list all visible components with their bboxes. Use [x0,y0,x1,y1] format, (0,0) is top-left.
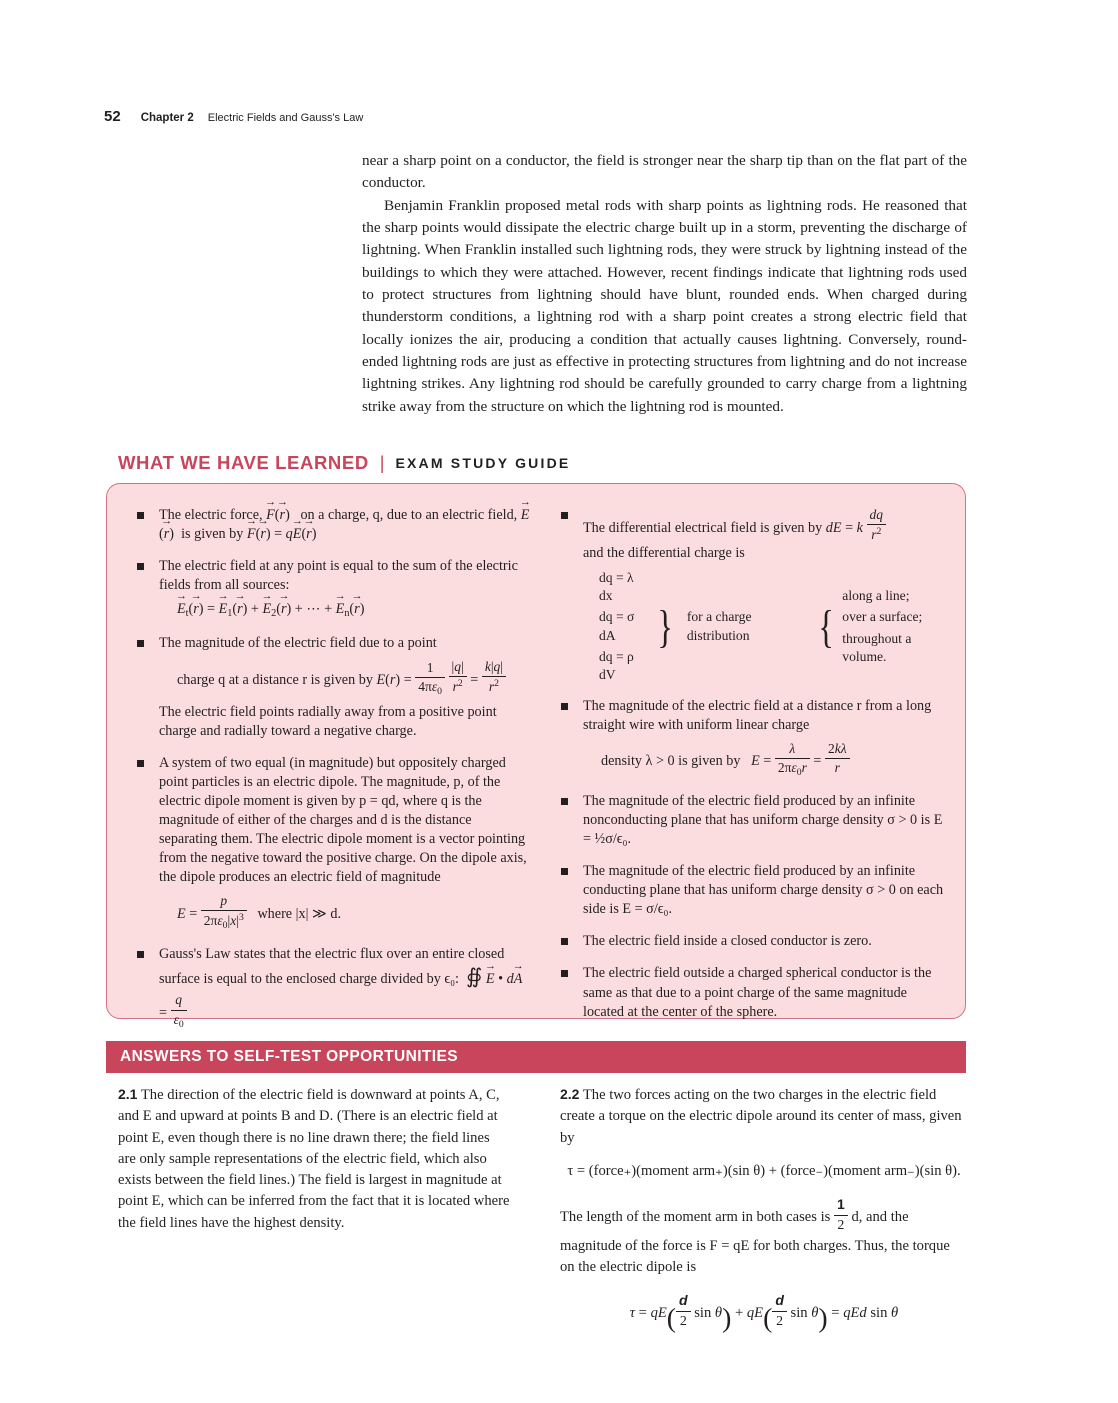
study-item-text2: and the differential charge is [583,544,745,561]
study-item-text: The electric force, [159,507,263,523]
study-item-text: The magnitude of the electric field at a distance r from a long straight wire with uniform linear charge [583,698,932,734]
study-item-dipole [131,754,531,932]
answer-text-2a: The length of the moment arm in both cases is [560,1209,831,1226]
wwhl-title: WHAT WE HAVE LEARNED [118,452,369,473]
answer-number: 2.1 [118,1086,138,1102]
study-item-text: The magnitude of the electric field produced by an infinite conducting plane that has uniform charge density σ > 0 on each side is E = σ/ϵ₀. [583,863,944,918]
answer-text: The two forces acting on the two charges in the electric field create a torque on the electric dipole around its center of mass, given by [560,1087,962,1146]
equation-line-charge: density λ > 0 is given by E = $\frac{\lambda}{2\pi\varepsilon_0r}$ = $\frac{2k\lambda}{r}$ [601,740,947,779]
distribution-descriptions [842,587,947,666]
right-brace-icon: { [818,600,834,652]
distribution-line: throughout a volume. [842,630,912,664]
study-item-spherical-conductor [555,964,947,1021]
study-item-point-charge [131,634,531,741]
study-item-text: The magnitude of the electric field due to a point [159,634,437,651]
bullet-icon [561,512,568,519]
study-item-gauss-law [131,945,531,1031]
page-number: 52 [104,108,121,125]
exam-study-guide-box [106,483,966,1030]
study-item-line-charge [555,697,947,779]
answer-text: The direction of the electric field is downward at points A, C, and E and upward at points B and D. (There is an electric field at point E, even though there is no line drawn there; the field lines are only sample representations of the electric field, which also exists between the field lines.) The field is largest in magnitude at point E, which can be inferred from the fact that it is located where the field lines have the highest density. [118,1087,510,1231]
bullet-icon [137,951,144,958]
bullet-icon [561,938,568,945]
answer-text-2b: d, and the magnitude of the force is F = qE for both charges. Thus, the torque on the electric dipole is [560,1209,950,1276]
dq-expressions [599,569,649,684]
left-brace-icon: } [657,600,673,652]
intro-paragraph-1: near a sharp point on a conductor, the field is stronger near the sharp tip than on the flat part of the conductor. [362,152,967,192]
answers-bar-title: ANSWERS TO SELF-TEST OPPORTUNITIES [120,1048,458,1065]
study-item-text-mid: on a charge, q, due to an electric field, [300,507,518,523]
study-item-text: The electric field inside a closed conductor is zero. [583,933,872,950]
answer-number: 2.2 [560,1086,580,1102]
study-item-text: A system of two equal (in magnitude) but oppositely charged point particles is an electric dipole. The magnitude, p, of the electric dipole moment is given by p = qd, where q is the magnitude of either of the charges and d is the distance separating them. The electric dipole moment is a vector pointing from the negative toward the positive charge. On the dipole axis, the dipole produces an electric field of magnitude [159,754,527,885]
study-item-text2: charge q at a distance r is given by [177,671,373,688]
study-item-text: The electric field outside a charged spherical conductor is the same as that due to a point charge of the same magnitude located at the center of the sphere. [583,965,932,1020]
study-item-superposition [131,557,531,621]
equation-dipole-field: E = $\frac{p}{2\pi\varepsilon_0|x|^3}$ where |x| ≫ d. [177,893,342,931]
study-item-differential-field: The differential electrical field is given by dE = k $\frac{dq}{r^2}$ and the differential charge is dq = λ dx dq = σ dA dq = ρ dV } for a charge distribution { along a line; over a surface; throughout a volume. [555,506,947,684]
distribution-line: along a line; [842,588,910,604]
study-guide-left-column [131,506,531,1043]
intro-paragraph-2: Benjamin Franklin proposed metal rods with sharp points as lightning rods. He reasoned that the sharp points would dissipate the electric charge built up in a storm, preventing the discharge of lightning. When Franklin installed such lightning rods, they were struck by lightning instead of the buildings to which they were attached. However, recent findings indicate that lightning rods used to protect structures from lightning should have blunt, rounded ends. When charged during thunderstorm conditions, a lightning rod with a sharp point creates a strong electric field that locally ionizes the air, producing a condition that actually causes lightning. Conversely, round-ended lightning rods are just as effective in protecting structures from lightning and do not increase lightning strikes. Any lightning rod should be carefully grounded to carry charge from a lightning strike away from the structure on which the lightning rod is mounted. [362,196,967,415]
answer-2-1 [118,1084,510,1244]
study-item-text: The magnitude of the electric field produced by an infinite nonconducting plane that has uniform charge density σ > 0 is E = ½σ/ϵ₀. [583,793,943,848]
study-item-text3: The electric field points radially away from a positive point charge and radially toward a negative charge. [159,703,497,739]
chapter-title: Electric Fields and Gauss's Law [207,112,364,124]
answers-section-bar [106,1041,966,1073]
charge-distribution-label: for a charge distribution [686,609,752,643]
chapter-label: Chapter 2 [140,112,194,124]
answer-2-2: 2.2 The two forces acting on the two charges in the electric field create a torque on the electric dipole around its center of mass, given by τ = (force₊)(moment arm₊)(sin θ) + (force₋)(moment arm₋)(sin θ). The length of the moment arm in both cases is $\frac{1}{2}$ d, and the magnitude of the force is F = qE for both charges. Thus, the torque on the electric dipole is τ = qE( $\frac{d}{2}$ sin θ) + qE( $\frac{d}{2}$ sin θ) = qEd sin θ [560,1084,968,1352]
dq-line: dq = σ dA [599,609,635,643]
heading-divider: | [379,452,385,473]
exam-study-guide-title: EXAM STUDY GUIDE [395,455,571,471]
bullet-icon [561,970,568,977]
bullet-icon [137,760,144,767]
bullet-icon [561,798,568,805]
answer-equation-dipole-torque: τ = qE( $\frac{d}{2}$ sin θ) + qE( $\frac{d}{2}$ sin θ) = qEd sin θ [629,1292,899,1335]
answer-equation-torque: τ = (force₊)(moment arm₊)(sin θ) + (force₋)(moment arm₋)(sin θ). [567,1162,961,1179]
bullet-icon [561,703,568,710]
study-item-text: The electric field at any point is equal to the sum of the electric fields from all sources: [159,558,518,594]
dipole-condition: where |x| ≫ d. [257,905,342,922]
study-item-text: The differential electrical field is given by [583,519,823,536]
dq-line: dq = λ dx [599,570,634,604]
bullet-icon [137,563,144,570]
dq-line: dq = ρ dV [599,648,634,683]
study-item-text: Gauss's Law states that the electric flux over an entire closed surface is equal to the enclosed charge divided by ϵ₀: [159,945,505,987]
charge-distribution-table [599,569,947,684]
bullet-icon [561,868,568,875]
equation-gauss-law: ∯ E → • dA → = $\frac{q}{\varepsilon_0}$ [159,971,522,1021]
study-item-text-after: is given by [181,526,244,543]
study-item-electric-force: The electric force, F →(r →) on a charge, q, due to an electric field, E →(r →) is given by F →(r →) = qE →(r →) [131,506,531,544]
what-we-have-learned-heading [118,452,570,474]
bullet-icon [137,512,144,519]
bullet-icon [137,640,144,647]
study-item-text2: density λ > 0 is given by [601,753,741,770]
study-guide-right-column [555,506,947,1035]
running-head [104,108,363,125]
study-item-inside-conductor [555,932,947,951]
distribution-line: over a surface; [842,609,923,625]
equation-superposition: $E \to_t(r$ →) = $E \to_1(r$ →) + $E \to_2(r$ →) + ⋯ + $E \to_n(r$ →) [177,600,531,621]
study-item-conducting-plane [555,862,947,919]
intro-text [362,150,967,418]
equation-point-charge: charge q at a distance r is given by E(r) = $\frac{1}{4\pi\varepsilon_0}$ $\frac{|q|}{r^2}$ = $\frac{k|q|}{r^2}$ [177,658,531,698]
study-item-nonconducting-plane [555,792,947,849]
